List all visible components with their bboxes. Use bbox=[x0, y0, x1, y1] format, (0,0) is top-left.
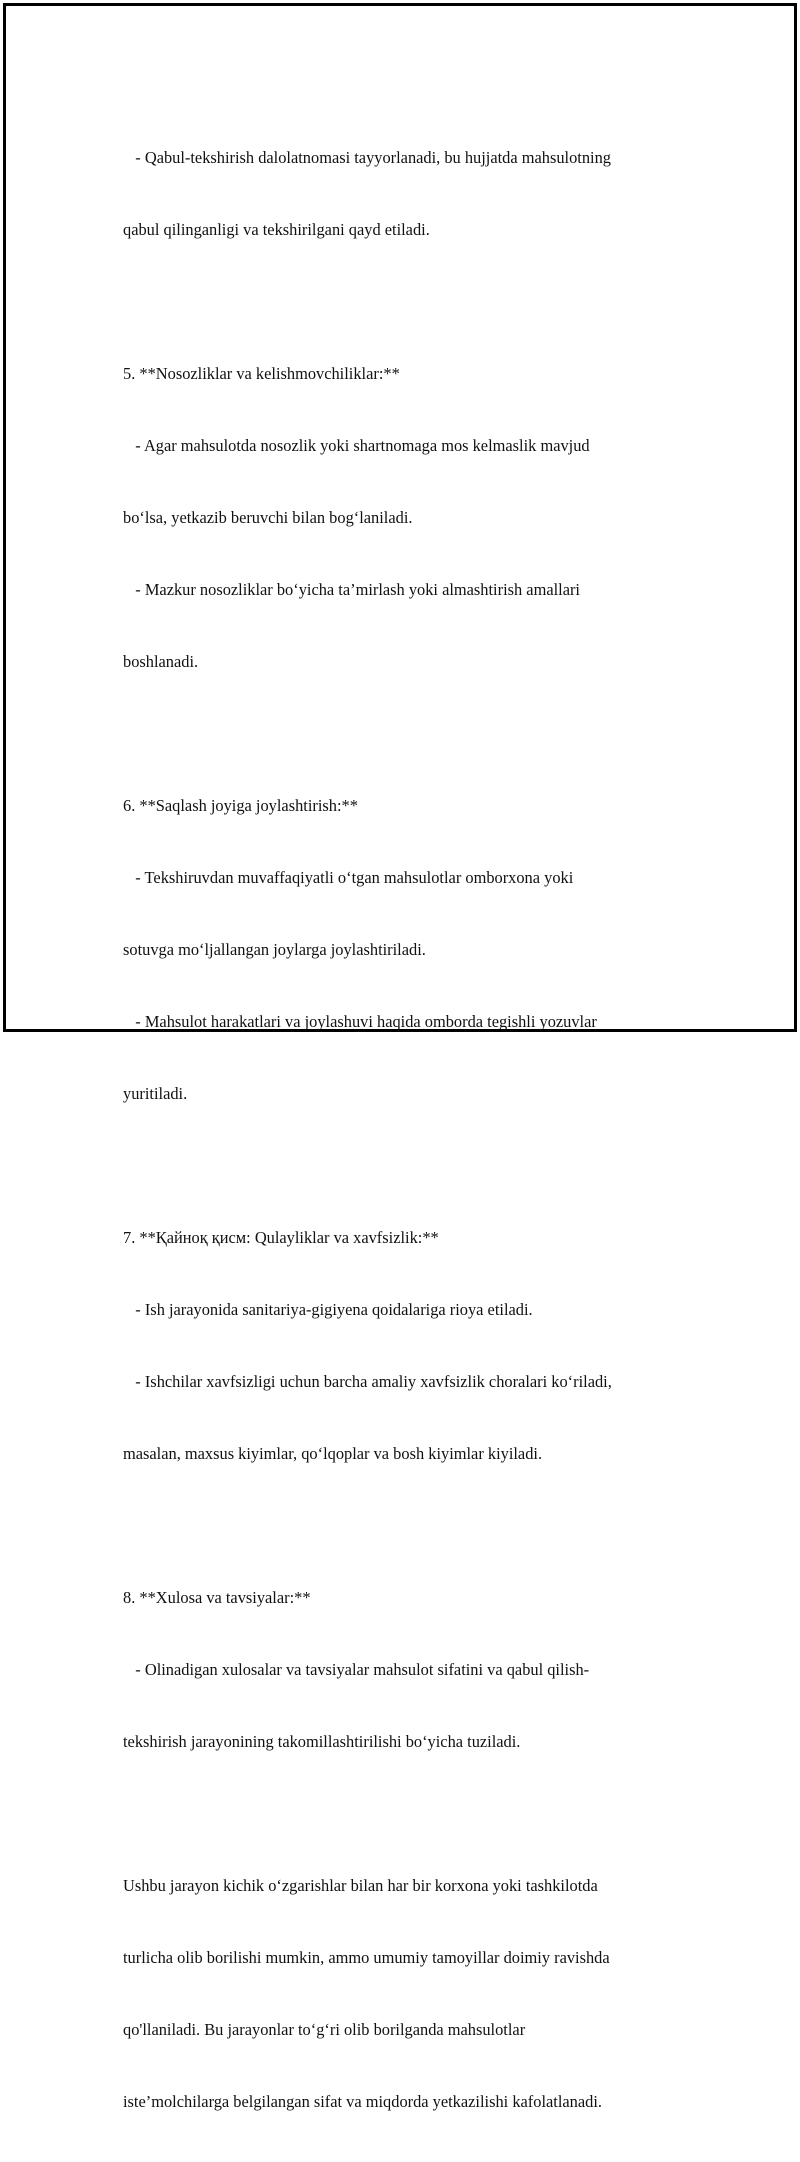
text-line: tekshirish jarayonining takomillashtirilishi bo‘yicha tuziladi. bbox=[123, 1732, 521, 1751]
text-line: yuritiladi. bbox=[123, 1084, 188, 1103]
page-frame bbox=[3, 3, 797, 2111]
section-heading: 7. **Қайноқ қисм: Qulayliklar va xavfsizlik:** bbox=[123, 1228, 439, 1247]
text-line: - Agar mahsulotda nosozlik yoki shartnomaga mos kelmaslik mavjud bbox=[123, 436, 590, 455]
closing-paragraph bbox=[123, 1826, 693, 2162]
text-line: qabul qilinganligi va tekshirilgani qayd etiladi. bbox=[123, 220, 430, 239]
paragraph-spacer bbox=[123, 1154, 693, 1178]
text-line: masalan, maxsus kiyimlar, qo‘lqoplar va bosh kiyimlar kiyiladi. bbox=[123, 1444, 543, 1463]
text-line: turlicha olib borilishi mumkin, ammo umumiy tamoyillar doimiy ravishda bbox=[123, 1948, 610, 1967]
text-line: - Olinadigan xulosalar va tavsiyalar mahsulot sifatini va qabul qilish- bbox=[123, 1660, 590, 1679]
section-heading: 8. **Xulosa va tavsiyalar:** bbox=[123, 1588, 311, 1607]
text-line: - Ishchilar xavfsizligi uchun barcha amaliy xavfsizlik choralari ko‘riladi, bbox=[123, 1372, 612, 1391]
section-heading: 5. **Nosozliklar va kelishmovchiliklar:** bbox=[123, 364, 400, 383]
text-line: iste’molchilarga belgilangan sifat va miqdorda yetkazilishi kafolatlanadi. bbox=[123, 2092, 602, 2111]
section-6-storage bbox=[123, 746, 693, 1154]
paragraph-act-preparation bbox=[123, 98, 693, 290]
text-line: - Tekshiruvdan muvaffaqiyatli o‘tgan mahsulotlar omborxona yoki bbox=[123, 868, 574, 887]
text-line: - Qabul-tekshirish dalolatnomasi tayyorlanadi, bu hujjatda mahsulotning bbox=[123, 148, 611, 167]
section-heading: 6. **Saqlash joyiga joylashtirish:** bbox=[123, 796, 358, 815]
text-line: qo'llaniladi. Bu jarayonlar to‘g‘ri olib borilganda mahsulotlar bbox=[123, 2020, 526, 2039]
text-line: boshlanadi. bbox=[123, 652, 199, 671]
paragraph-spacer bbox=[123, 1802, 693, 1826]
paragraph-spacer bbox=[123, 1514, 693, 1538]
document-body bbox=[123, 98, 693, 2162]
paragraph-spacer bbox=[123, 722, 693, 746]
paragraph-spacer bbox=[123, 290, 693, 314]
section-7-safety bbox=[123, 1178, 693, 1514]
text-line: - Mazkur nosozliklar bo‘yicha ta’mirlash yoki almashtirish amallari bbox=[123, 580, 580, 599]
text-line: Ushbu jarayon kichik o‘zgarishlar bilan har bir korxona yoki tashkilotda bbox=[123, 1876, 598, 1895]
section-5-defects bbox=[123, 314, 693, 722]
section-8-conclusions bbox=[123, 1538, 693, 1802]
text-line: - Mahsulot harakatlari va joylashuvi haqida omborda tegishli yozuvlar bbox=[123, 1012, 597, 1031]
text-line: sotuvga mo‘ljallangan joylarga joylashtiriladi. bbox=[123, 940, 426, 959]
text-line: bo‘lsa, yetkazib beruvchi bilan bog‘laniladi. bbox=[123, 508, 413, 527]
text-line: - Ish jarayonida sanitariya-gigiyena qoidalariga rioya etiladi. bbox=[123, 1300, 533, 1319]
